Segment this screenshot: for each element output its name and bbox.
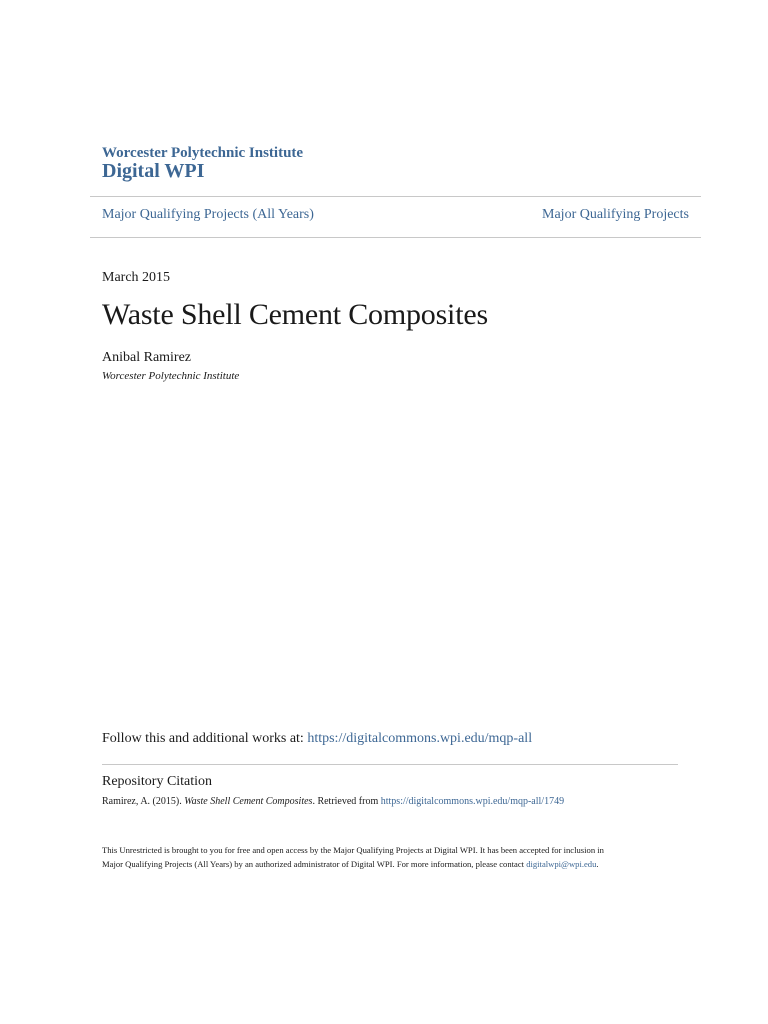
citation-text [102, 796, 564, 807]
collection-link-all-years[interactable]: Major Qualifying Projects (All Years) [102, 207, 314, 222]
notice-line-1: This Unrestricted is brought to you for free and open access by the Major Qualifying Projects at Digital WPI. It has been accepted for inclusion in [102, 845, 604, 855]
document-title: Waste Shell Cement Composites [102, 298, 488, 331]
citation-divider [102, 764, 678, 765]
author-name: Anibal Ramirez [102, 350, 192, 365]
access-notice [102, 843, 604, 871]
follow-url-link[interactable]: https://digitalcommons.wpi.edu/mqp-all [307, 731, 533, 746]
follow-line [102, 731, 532, 747]
citation-title: Waste Shell Cement Composites [184, 796, 313, 807]
citation-retrieved: . Retrieved from [312, 796, 381, 807]
citation-url-link[interactable]: https://digitalcommons.wpi.edu/mqp-all/1749 [380, 796, 565, 807]
contact-email-link[interactable]: digitalwpi@wpi.edu [526, 859, 597, 869]
institution-name: Worcester Polytechnic Institute [102, 145, 304, 161]
notice-end: . [596, 859, 599, 869]
top-divider [90, 196, 701, 197]
follow-label: Follow this and additional works at: [102, 731, 308, 746]
author-affiliation: Worcester Polytechnic Institute [102, 370, 240, 382]
repository-name: Digital WPI [102, 160, 205, 182]
publication-date: March 2015 [102, 270, 171, 285]
citation-authors: Ramirez, A. (2015). [102, 796, 185, 807]
collection-divider [90, 237, 701, 238]
citation-heading: Repository Citation [102, 774, 213, 789]
collection-link-mqp[interactable]: Major Qualifying Projects [542, 207, 689, 222]
notice-line-2: Major Qualifying Projects (All Years) by an authorized administrator of Digital WPI. For more information, please contact [102, 859, 527, 869]
